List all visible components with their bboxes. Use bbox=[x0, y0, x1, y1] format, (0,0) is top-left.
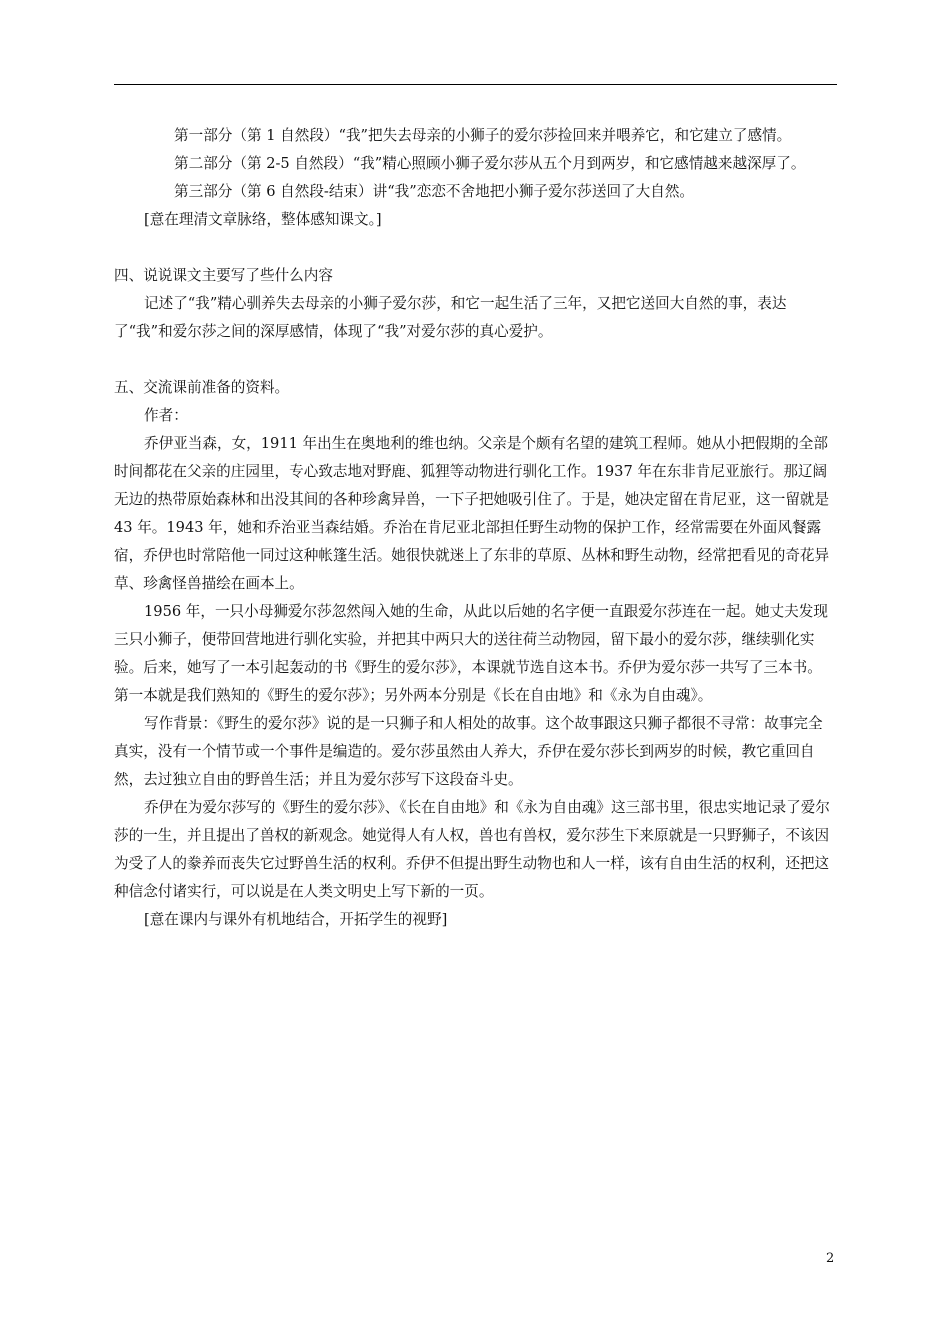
writing-background-paragraph: 写作背景：《野生的爱尔莎》说的是一只狮子和人相处的故事。这个故事跟这只狮子都很不寻常：故事完全真实，没有一个情节或一个事件是编造的。爱尔莎虽然由人养大，乔伊在爱尔莎长到两岁的时候，教它重回自然，去过独立自由的野兽生活；并且为爱尔莎写下这段奋斗史。 bbox=[114, 715, 823, 788]
author-label: 作者： bbox=[144, 407, 188, 424]
structure-note: [意在理清文章脉络，整体感知课文。] bbox=[144, 211, 382, 228]
document-body bbox=[114, 122, 836, 934]
part1-summary: 第一部分（第 1 自然段）“我”把失去母亲的小狮子的爱尔莎捡回来并喂养它，和它建立了感情。 bbox=[174, 127, 792, 144]
paragraph-gap bbox=[114, 234, 836, 262]
author-bio-paragraph: 乔伊亚当森，女，1911 年出生在奥地利的维也纳。父亲是个颇有名望的建筑工程师。她从小把假期的全部时间都花在父亲的庄园里，专心致志地对野鹿、狐狸等动物进行驯化工作。1937 年在东非肯尼亚旅行。那辽阔无边的热带原始森林和出没其间的各种珍禽异兽，一下子把她吸引住了。于是，她决定留在肯尼亚，这一留就是 43 年。1943 年，她和乔治亚当森结婚。乔治在肯尼亚北部担任野生动物的保护工作，经常需要在外面风餐露宿，乔伊也时常陪他一同过这种帐篷生活。她很快就迷上了东非的草原、丛林和野生动物，经常把看见的奇花异草、珍禽怪兽描绘在画本上。 bbox=[114, 435, 830, 592]
animal-rights-paragraph: 乔伊在为爱尔莎写的《野生的爱尔莎》、《长在自由地》和《永为自由魂》这三部书里，很忠实地记录了爱尔莎的一生，并且提出了兽权的新观念。她觉得人有人权，兽也有兽权，爱尔莎生下来原就是一只野狮子，不该因为受了人的豢养而丧失它过野兽生活的权利。乔伊不但提出野生动物也和人一样，该有自由生活的权利，还把这种信念付诸实行，可以说是在人类文明史上写下新的一页。 bbox=[114, 799, 830, 900]
page-number: 2 bbox=[826, 1251, 835, 1266]
section4-heading: 四、说说课文主要写了些什么内容 bbox=[114, 267, 333, 284]
extension-note: [意在课内与课外有机地结合，开拓学生的视野] bbox=[144, 911, 448, 928]
paragraph-gap bbox=[114, 346, 836, 374]
section5-heading: 五、交流课前准备的资料。 bbox=[114, 379, 290, 396]
part3-summary: 第三部分（第 6 自然段-结束）讲“我”恋恋不舍地把小狮子爱尔莎送回了大自然。 bbox=[174, 183, 695, 200]
section4-body: 记述了“我”精心驯养失去母亲的小狮子爱尔莎，和它一起生活了三年，又把它送回大自然的事，表达了“我”和爱尔莎之间的深厚感情，体现了“我”对爱尔莎的真心爱护。 bbox=[114, 295, 787, 340]
elsa-history-paragraph: 1956 年，一只小母狮爱尔莎忽然闯入她的生命，从此以后她的名字便一直跟爱尔莎连在一起。她丈夫发现三只小狮子，便带回营地进行驯化实验，并把其中两只大的送往荷兰动物园，留下最小的爱尔莎，继续驯化实验。后来，她写了一本引起轰动的书《野生的爱尔莎》，本课就节选自这本书。乔伊为爱尔莎一共写了三本书。第一本就是我们熟知的《野生的爱尔莎》；另外两本分别是《长在自由地》和《永为自由魂》。 bbox=[114, 603, 828, 704]
header-rule bbox=[114, 84, 837, 85]
part2-summary: 第二部分（第 2-5 自然段）“我”精心照顾小狮子爱尔莎从五个月到两岁，和它感情越来越深厚了。 bbox=[174, 155, 806, 172]
